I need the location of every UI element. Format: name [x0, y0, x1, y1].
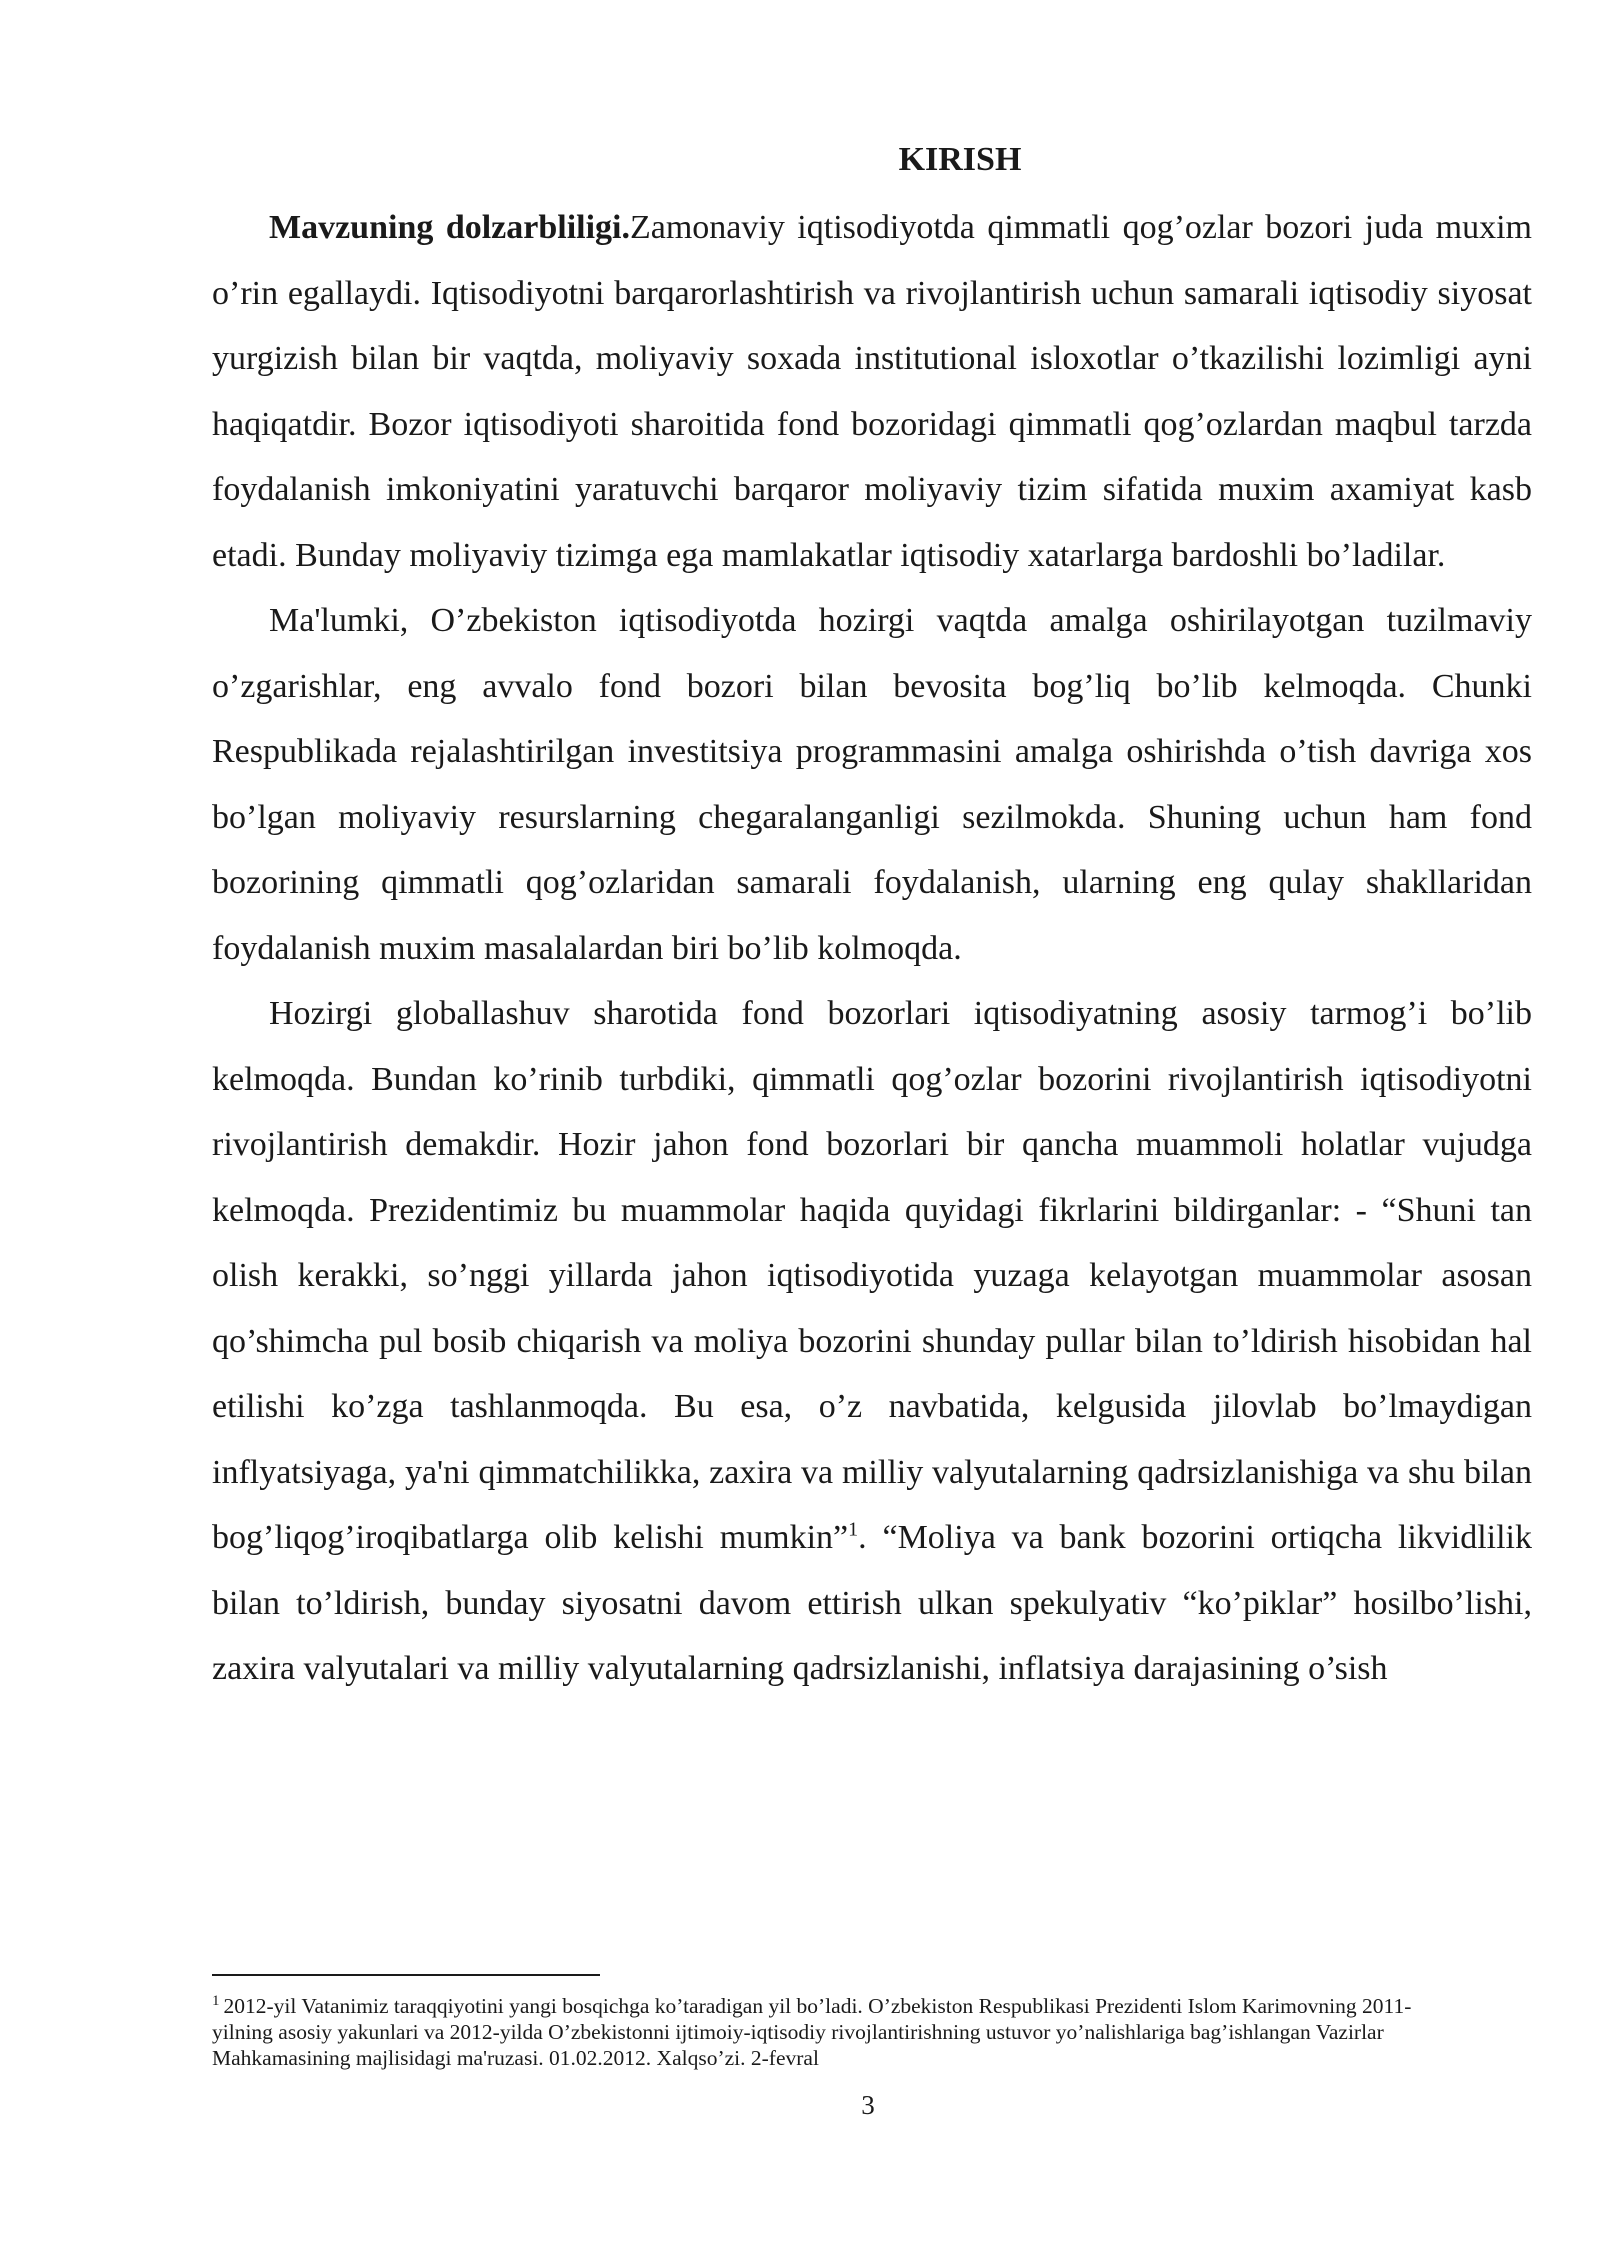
paragraph-lead: Mavzuning dolzarbliligi. [269, 209, 630, 246]
paragraph-text: Hozirgi globallashuv sharotida fond bozorlari iqtisodiyatning asosiy tarmog’i bo’lib kelmoqda. Bundan ko’rinib turbdiki, qimmatli qog’ozlar bozorini rivojlantirish iqtisodiyotni rivojlantirish demakdir. Hozir jahon fond bozorlari bir qancha muammoli holatlar vujudga kelmoqda. Prezidentimiz bu muammolar haqida quyidagi fikrlarini bildirganlar: - “Shuni tan olish kerakki, so’nggi yillarda jahon iqtisodiyotida yuzaga kelayotgan muammolar asosan qo’shimcha pul bosib chiqarish va moliya bozorini shunday pullar bilan to’ldirish hisobidan hal etilishi ko’zga tashlanmoqda. Bu esa, o’z navbatida, kelgusida jilovlab bo’lmaydigan inflyatsiyaga, ya'ni qimmatchilikka, zaxira va milliy valyutalarning qadrsizlanishiga va shu bilan bog’liqog’iroqibatlarga olib kelishi mumkin” [212, 995, 1532, 1556]
footnote-separator [212, 1974, 600, 1976]
body-text [212, 195, 1532, 1702]
paragraph-globalization [212, 981, 1532, 1702]
paragraph-relevance [212, 195, 1532, 588]
footnote-marker: 1 [212, 1992, 220, 2009]
paragraph-text: . “Moliya va bank bozorini ortiqcha likvidlilik bilan to’ldirish, bunday siyosatni davom ettirish ulkan spekulyativ “ko’piklar” hosilbo’lishi, zaxira valyutalari va milliy valyutalarning qadrsizlanishi, inflatsiya darajasining o’sish [212, 1519, 1532, 1687]
footnote-reference[interactable]: 1 [848, 1518, 859, 1541]
footnote-text: 2012-yil Vatanimiz taraqqiyotini yangi bosqichga ko’taradigan yil bo’ladi. O’zbekiston Respublikasi Prezidenti Islom Karimovning 2011-yilning asosiy yakunlari va 2012-yilda O’zbekistonni ijtimoiy-iqtisodiy rivojlantirishning ustuvor yo’nalishlariga bag’ishlangan Vazirlar Mahkamasining majlisidagi ma'ruzasi. 01.02.2012. Xalqso’zi. 2-fevral [212, 1994, 1412, 2070]
footnote [212, 1993, 1412, 2071]
paragraph-uzbekistan: Ma'lumki, O’zbekiston iqtisodiyotda hozirgi vaqtda amalga oshirilayotgan tuzilmaviy o’zgarishlar, eng avvalo fond bozori bilan bevosita bog’liq bo’lib kelmoqda. Chunki Respublikada rejalashtirilgan investitsiya programmasini amalga oshirishda o’tish davriga xos bo’lgan moliyaviy resurslarning chegaralanganligi sezilmokda. Shuning uchun ham fond bozorining qimmatli qog’ozlaridan samarali foydalanish, ularning eng qulay shakllaridan foydalanish muxim masalalardan biri bo’lib kolmoqda. [212, 602, 1532, 967]
page-heading: KIRISH [898, 141, 1022, 178]
paragraph-text: Zamonaviy iqtisodiyotda qimmatli qog’ozlar bozori juda muxim o’rin egallaydi. Iqtisodiyotni barqarorlashtirish va rivojlantirish uchun samarali iqtisodiy siyosat yurgizish bilan bir vaqtda, moliyaviy soxada institutional isloxotlar o’tkazilishi lozimligi ayni haqiqatdir. Bozor iqtisodiyoti sharoitida fond bozoridagi qimmatli qog’ozlardan maqbul tarzda foydalanish imkoniyatini yaratuvchi barqaror moliyaviy tizim sifatida muxim axamiyat kasb etadi. Bunday moliyaviy tizimga ega mamlakatlar iqtisodiy xatarlarga bardoshli bo’ladilar. [212, 209, 1532, 574]
page-number: 3 [861, 2090, 875, 2120]
